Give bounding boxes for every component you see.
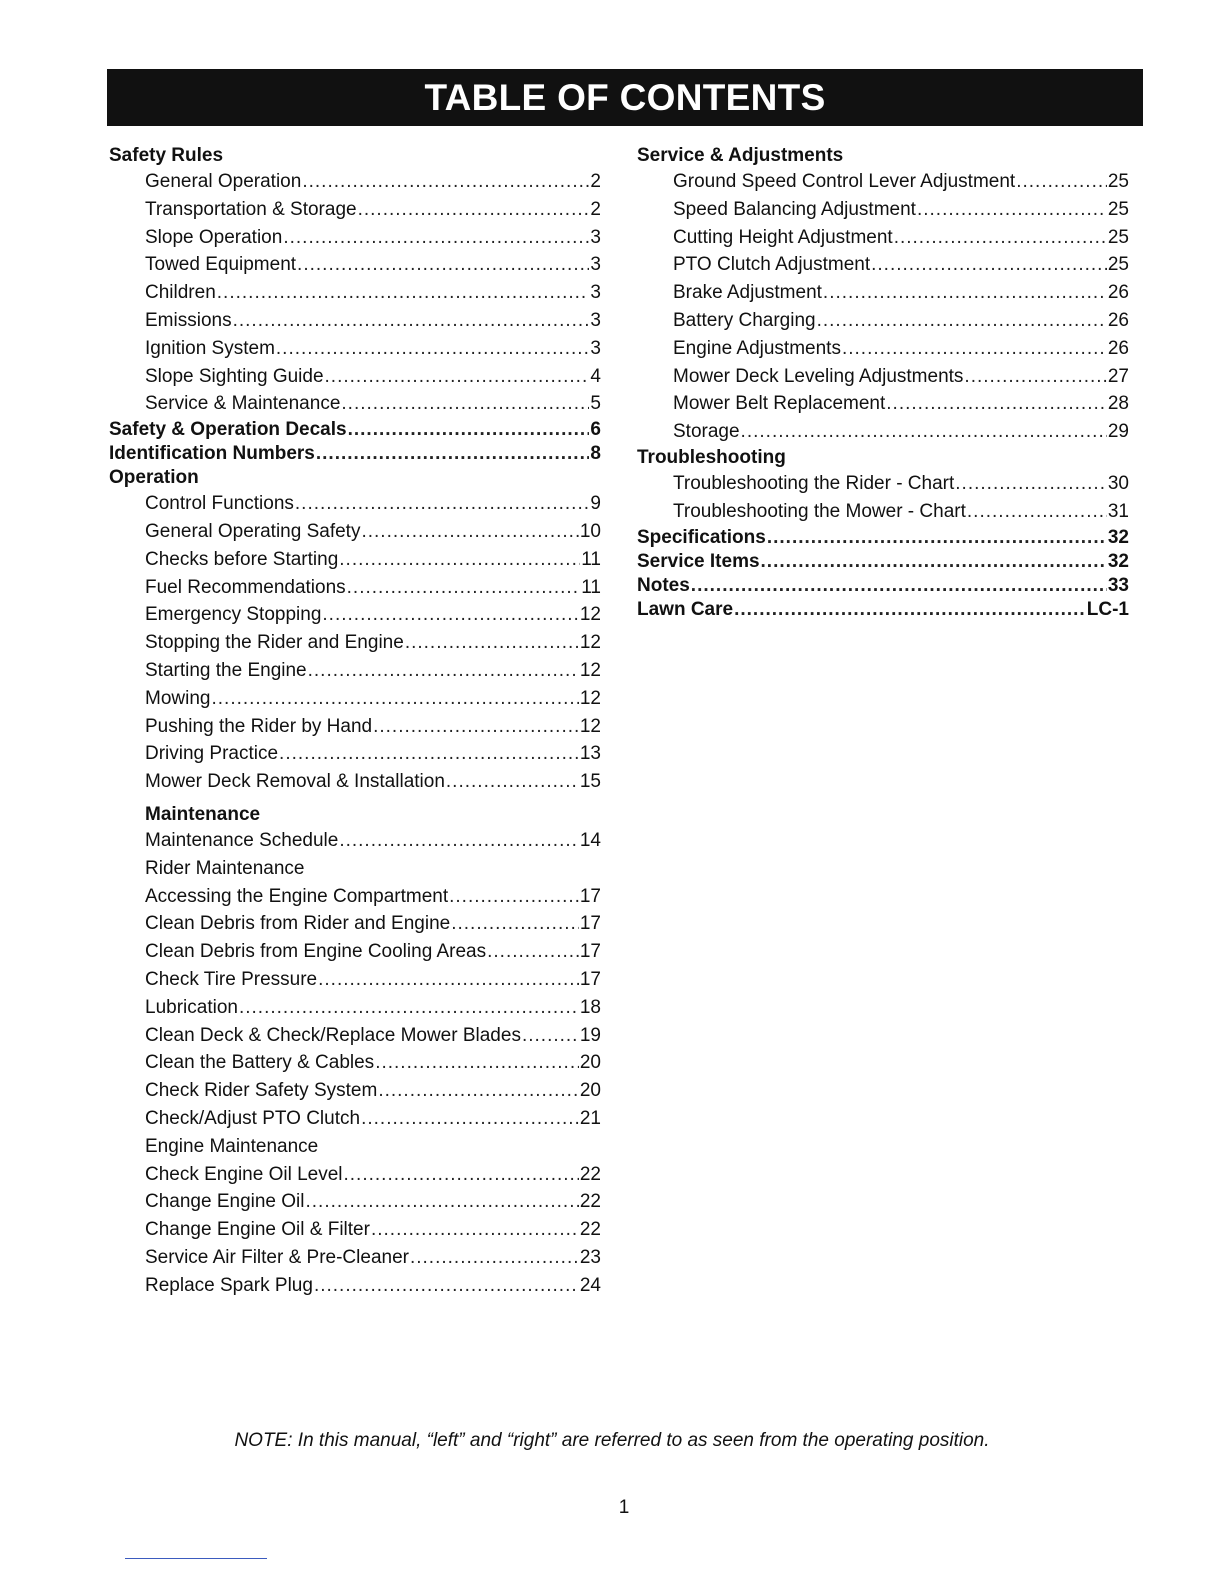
toc-page-number: 17 (579, 913, 601, 935)
toc-page-number: 15 (579, 771, 601, 793)
dot-leader (373, 713, 579, 741)
toc-section-heading[interactable] (109, 466, 601, 490)
dot-leader (239, 994, 579, 1022)
toc-page-number: 12 (579, 715, 601, 737)
toc-entry[interactable] (637, 251, 1129, 279)
toc-entry-label: Service & Adjustments (637, 145, 844, 166)
toc-entry[interactable] (109, 1049, 601, 1077)
toc-page-number: 27 (1107, 365, 1129, 387)
toc-entry-label: Troubleshooting the Mower - Chart (673, 500, 966, 522)
toc-entry-label: Service Items (637, 550, 760, 572)
toc-section-heading[interactable] (637, 598, 1129, 622)
toc-page-number: 12 (579, 687, 601, 709)
toc-entry-label: Clean Deck & Check/Replace Mower Blades (145, 1024, 521, 1046)
dot-leader (322, 601, 578, 629)
toc-entry-label: Maintenance (145, 803, 261, 825)
dot-leader (446, 768, 579, 796)
toc-page-number: 9 (590, 493, 601, 515)
toc-entry[interactable] (109, 251, 601, 279)
toc-page-number: 20 (579, 1080, 601, 1102)
dot-leader (314, 1272, 579, 1300)
toc-entry[interactable] (109, 1077, 601, 1105)
orientation-note: NOTE: In this manual, “left” and “right” are referred to as seen from the operating position. (234, 1430, 990, 1451)
dot-leader (917, 196, 1107, 224)
dot-leader (842, 335, 1107, 363)
dot-leader (741, 418, 1107, 446)
dot-leader (361, 518, 578, 546)
toc-page-number: 25 (1107, 198, 1129, 220)
toc-entry-label: Operation (109, 467, 199, 489)
toc-entry[interactable] (109, 1161, 601, 1189)
toc-section-heading[interactable] (637, 526, 1129, 550)
toc-page-number: 3 (590, 309, 601, 331)
toc-entry-label: Safety & Operation Decals (109, 419, 347, 441)
toc-page-number: 28 (1107, 393, 1129, 415)
toc-entry-label: Cutting Height Adjustment (673, 226, 893, 248)
toc-entry[interactable] (109, 196, 601, 224)
toc-entry-label: Engine Adjustments (673, 337, 841, 359)
toc-left-column (109, 144, 601, 1299)
toc-entry-label: Specifications (637, 526, 766, 548)
toc-entry[interactable] (109, 883, 601, 911)
toc-entry[interactable] (109, 335, 601, 363)
toc-page-number: 20 (579, 1052, 601, 1074)
dot-leader (325, 363, 590, 391)
toc-section-heading[interactable] (637, 144, 1129, 168)
toc-section-heading[interactable] (109, 418, 601, 442)
toc-entry-label: Replace Spark Plug (145, 1274, 313, 1296)
toc-entry[interactable] (109, 713, 601, 741)
toc-entry-label: Slope Sighting Guide (145, 365, 324, 387)
toc-entry[interactable] (109, 768, 601, 796)
dot-leader (283, 224, 589, 252)
dot-leader (339, 827, 579, 855)
toc-page-number: 30 (1107, 472, 1129, 494)
dot-leader (339, 546, 580, 574)
toc-entry-label: Speed Balancing Adjustment (673, 198, 916, 220)
toc-page-number: 33 (1107, 574, 1129, 596)
dot-leader (817, 307, 1107, 335)
toc-page-number: 26 (1107, 337, 1129, 359)
page-title: TABLE OF CONTENTS (107, 69, 1143, 126)
toc-entry-label: Check/Adjust PTO Clutch (145, 1107, 361, 1129)
toc-entry-label: Starting the Engine (145, 659, 307, 681)
dot-leader (306, 1188, 579, 1216)
toc-entry-label: Change Engine Oil & Filter (145, 1219, 370, 1241)
toc-entry-label: Checks before Starting (145, 548, 339, 570)
toc-entry-label: Troubleshooting (637, 446, 786, 468)
toc-page-number: 25 (1107, 254, 1129, 276)
toc-entry-label: Pushing the Rider by Hand (145, 715, 373, 737)
toc-entry[interactable] (109, 574, 601, 602)
toc-page-number: 11 (581, 548, 601, 570)
toc-section-heading[interactable] (637, 446, 1129, 470)
toc-entry[interactable] (109, 1272, 601, 1300)
toc-page-number: 23 (579, 1246, 601, 1268)
toc-page-number: 18 (579, 996, 601, 1018)
dot-leader (487, 938, 579, 966)
toc-entry-label: Battery Charging (673, 309, 816, 331)
toc-page-number: 26 (1107, 282, 1129, 304)
toc-page-number: 3 (590, 254, 601, 276)
toc-group-label: Engine Maintenance (145, 1135, 319, 1157)
toc-page-number: 26 (1107, 309, 1129, 331)
toc-entry[interactable] (109, 910, 601, 938)
toc-entry[interactable] (109, 1188, 601, 1216)
toc-entry-label: Towed Equipment (145, 254, 297, 276)
toc-entry-label: Fuel Recommendations (145, 576, 346, 598)
toc-entry[interactable] (109, 685, 601, 713)
toc-page-number: 3 (590, 226, 601, 248)
toc-page-number: 22 (579, 1219, 601, 1241)
toc-page-number: 29 (1107, 421, 1129, 443)
toc-page-number: 22 (579, 1163, 601, 1185)
toc-entry-label: Clean the Battery & Cables (145, 1052, 375, 1074)
toc-entry[interactable] (637, 390, 1129, 418)
dot-leader (886, 390, 1107, 418)
toc-entry-label: Clean Debris from Rider and Engine (145, 913, 451, 935)
dot-leader (761, 550, 1107, 574)
toc-entry-label: Service & Maintenance (145, 393, 341, 415)
toc-entry-label: Maintenance Schedule (145, 829, 339, 851)
dot-leader (318, 966, 579, 994)
toc-entry[interactable] (109, 224, 601, 252)
toc-page-number: 17 (579, 885, 601, 907)
toc-page-number: 11 (581, 576, 601, 598)
toc-entry[interactable] (109, 1216, 601, 1244)
toc-entry[interactable] (109, 279, 601, 307)
toc-page-number: LC-1 (1086, 598, 1129, 620)
toc-entry-label: Check Tire Pressure (145, 968, 318, 990)
toc-entry[interactable] (109, 168, 601, 196)
toc-entry-label: Mowing (145, 687, 211, 709)
toc-page-number: 13 (579, 743, 601, 765)
toc-page-number: 19 (579, 1024, 601, 1046)
toc-page-number: 5 (590, 393, 601, 415)
toc-entry-label: Identification Numbers (109, 443, 315, 465)
dot-leader (308, 657, 579, 685)
toc-page-number: 21 (579, 1107, 601, 1129)
toc-entry-label: Lubrication (145, 996, 238, 1018)
toc-entry[interactable] (109, 390, 601, 418)
dot-leader (964, 363, 1106, 391)
toc-entry[interactable] (109, 518, 601, 546)
toc-entry-label: Brake Adjustment (673, 282, 822, 304)
dot-leader (316, 442, 590, 466)
dot-leader (894, 224, 1107, 252)
toc-entry-label: Notes (637, 574, 690, 596)
dot-leader (378, 1077, 579, 1105)
toc-entry-label: Emergency Stopping (145, 604, 322, 626)
toc-entry[interactable] (637, 224, 1129, 252)
dot-leader (967, 498, 1107, 526)
toc-entry[interactable] (637, 418, 1129, 446)
toc-entry-label: Lawn Care (637, 598, 734, 620)
toc-entry-label: Accessing the Engine Compartment (145, 885, 449, 907)
toc-page-number: 3 (590, 282, 601, 304)
toc-entry[interactable] (637, 307, 1129, 335)
toc-page-number: 2 (590, 171, 601, 192)
dot-leader (217, 279, 590, 307)
toc-entry[interactable] (637, 470, 1129, 498)
dot-leader (361, 1105, 579, 1133)
toc-entry[interactable] (637, 363, 1129, 391)
toc-page-number: 6 (590, 419, 601, 441)
dot-leader (734, 598, 1086, 622)
toc-entry[interactable] (109, 490, 601, 518)
toc-entry-label: Troubleshooting the Rider - Chart (673, 472, 955, 494)
toc-entry-label: Ground Speed Control Lever Adjustment (673, 171, 1016, 192)
toc-entry-label: Storage (673, 421, 740, 443)
toc-page-number: 32 (1107, 526, 1129, 548)
dot-leader (823, 279, 1107, 307)
toc-page-number: 25 (1107, 171, 1129, 192)
toc-entry-label: Mower Belt Replacement (673, 393, 886, 415)
toc-page-number: 12 (579, 632, 601, 654)
dot-leader (295, 490, 590, 518)
toc-group-label: Rider Maintenance (145, 857, 305, 879)
toc-entry[interactable] (109, 938, 601, 966)
toc-page-number: 32 (1107, 550, 1129, 572)
toc-entry[interactable] (637, 498, 1129, 526)
dot-leader (279, 740, 579, 768)
toc-entry-label: PTO Clutch Adjustment (673, 254, 871, 276)
toc-entry-label: General Operation (145, 171, 302, 192)
toc-entry[interactable] (109, 1022, 601, 1050)
dot-leader (410, 1244, 579, 1272)
toc-entry-label: Clean Debris from Engine Cooling Areas (145, 941, 487, 963)
toc-entry[interactable] (109, 657, 601, 685)
dot-leader (451, 910, 579, 938)
toc-entry-label: Transportation & Storage (145, 198, 357, 220)
toc-entry[interactable] (109, 363, 601, 391)
toc-page-number: 4 (590, 365, 601, 387)
page-number: 1 (618, 1497, 630, 1518)
toc-subsection-heading[interactable] (109, 803, 601, 827)
dot-leader (302, 168, 589, 196)
toc-entry-label: Check Engine Oil Level (145, 1163, 343, 1185)
toc-entry[interactable] (637, 279, 1129, 307)
toc-entry[interactable] (637, 335, 1129, 363)
dot-leader (341, 390, 589, 418)
dot-leader (767, 526, 1107, 550)
dot-leader (871, 251, 1107, 279)
toc-right-column (637, 144, 1129, 622)
toc-entry-label: Driving Practice (145, 743, 279, 765)
toc-page-number: 22 (579, 1191, 601, 1213)
toc-section-heading[interactable] (109, 144, 601, 168)
toc-entry[interactable] (109, 827, 601, 855)
toc-entry-label: General Operating Safety (145, 520, 361, 542)
dot-leader (405, 629, 579, 657)
dot-leader (375, 1049, 579, 1077)
dot-leader (211, 685, 578, 713)
toc-page-number: 12 (579, 604, 601, 626)
toc-entry-label: Emissions (145, 309, 232, 331)
toc-page-number: 17 (579, 968, 601, 990)
dot-leader (371, 1216, 579, 1244)
toc-entry[interactable] (109, 1105, 601, 1133)
toc-page-number: 31 (1107, 500, 1129, 522)
dot-leader (276, 335, 590, 363)
dot-leader (233, 307, 590, 335)
toc-entry-label: Check Rider Safety System (145, 1080, 378, 1102)
toc-page-number: 17 (579, 941, 601, 963)
toc-entry-label: Mower Deck Removal & Installation (145, 771, 445, 793)
toc-entry-label: Ignition System (145, 337, 275, 359)
dot-leader (691, 574, 1107, 598)
toc-entry[interactable] (637, 196, 1129, 224)
dot-leader (1016, 168, 1107, 196)
toc-entry[interactable] (109, 966, 601, 994)
toc-entry[interactable] (109, 307, 601, 335)
toc-entry-label: Safety Rules (109, 145, 224, 166)
toc-section-heading[interactable] (637, 550, 1129, 574)
toc-entry-label: Service Air Filter & Pre-Cleaner (145, 1246, 409, 1268)
dot-leader (344, 1161, 579, 1189)
toc-entry[interactable] (109, 994, 601, 1022)
toc-page-number: 3 (590, 337, 601, 359)
toc-page-number: 24 (579, 1274, 601, 1296)
toc-page-number: 10 (579, 520, 601, 542)
toc-section-heading[interactable] (637, 574, 1129, 598)
toc-entry[interactable] (109, 740, 601, 768)
toc-page-number: 8 (590, 443, 601, 465)
toc-entry-label: Control Functions (145, 493, 294, 515)
toc-entry[interactable] (637, 168, 1129, 196)
toc-page-number: 14 (579, 829, 601, 851)
footer-rule (125, 1558, 267, 1559)
toc-entry-label: Stopping the Rider and Engine (145, 632, 404, 654)
dot-leader (522, 1022, 579, 1050)
dot-leader (358, 196, 590, 224)
toc-page-number: 2 (590, 198, 601, 220)
toc-entry[interactable] (109, 601, 601, 629)
toc-entry-label: Slope Operation (145, 226, 283, 248)
toc-entry-label: Mower Deck Leveling Adjustments (673, 365, 964, 387)
dot-leader (955, 470, 1107, 498)
toc-entry[interactable] (109, 1244, 601, 1272)
toc-entry-label: Change Engine Oil (145, 1191, 305, 1213)
dot-leader (297, 251, 589, 279)
toc-page-number: 25 (1107, 226, 1129, 248)
dot-leader (348, 418, 590, 442)
dot-leader (449, 883, 579, 911)
toc-entry-label: Children (145, 282, 216, 304)
toc-entry[interactable] (109, 629, 601, 657)
toc-entry[interactable] (109, 546, 601, 574)
toc-page-number: 12 (579, 659, 601, 681)
toc-section-heading[interactable] (109, 442, 601, 466)
dot-leader (347, 574, 581, 602)
